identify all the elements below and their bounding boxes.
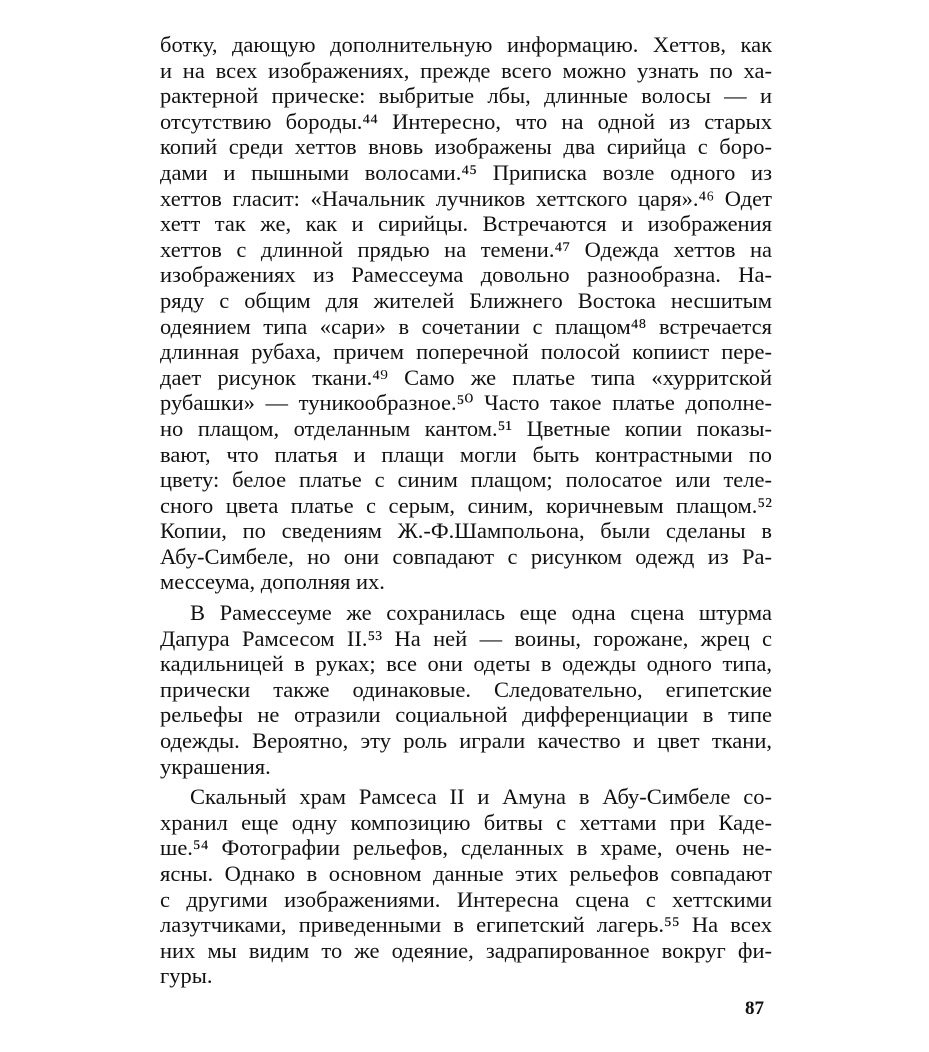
text-line: одежды. Вероятно, эту роль играли качество и цвет ткани,: [160, 728, 772, 754]
text-line: украшения.: [160, 753, 271, 779]
text-line: кадильницей в руках; все они одеты в одежды одного типа,: [160, 651, 772, 677]
text-line: одеянием типа «сари» в сочетании с плащом⁴⁸ встречается: [160, 313, 772, 339]
text-line: гуры.: [160, 963, 213, 989]
text-line: цвету: белое платье с синим плащом; полосатое или теле-: [160, 467, 772, 493]
text-line: хеттов с длинной прядью на темени.⁴⁷ Одежда хеттов на: [160, 236, 772, 262]
text-line: Абу-Симбеле, но они совпадают с рисунком одежд из Ра-: [160, 543, 772, 569]
text-line: и на всех изображениях, прежде всего можно узнать по ха-: [160, 57, 772, 83]
text-line: но плащом, отделанным кантом.⁵¹ Цветные копии показы-: [160, 415, 772, 441]
text-line: копий среди хеттов вновь изображены два сирийца с боро-: [160, 134, 772, 160]
text-line: мессеума, дополняя их.: [160, 569, 385, 595]
text-line: прически также одинаковые. Следовательно, египетские: [160, 676, 772, 702]
text-line: хранил еще одну композицию битвы с хеттами при Каде-: [160, 809, 772, 835]
text-line: ше.⁵⁴ Фотографии рельефов, сделанных в храме, очень не-: [160, 835, 772, 861]
text-line: ботку, дающую дополнительную информацию. Хеттов, как: [160, 32, 772, 57]
text-line: рельефы не отразили социальной дифференциации в типе: [160, 702, 772, 728]
text-line: ясны. Однако в основном данные этих рельефов совпадают: [160, 861, 772, 886]
text-line: дами и пышными волосами.⁴⁵ Приписка возле одного из: [160, 159, 772, 185]
text-line: рубашки» — туникообразное.⁵⁰ Часто такое платье дополне-: [160, 390, 772, 416]
text-line: хеттов гласит: «Начальник лучников хеттского царя».⁴⁶ Одет: [160, 185, 772, 211]
text-line: Дапура Рамсесом II.⁵³ На ней — воины, горожане, жрец с: [160, 625, 772, 651]
text-line: них мы видим то же одеяние, задрапированное вокруг фи-: [160, 937, 772, 963]
text-line: Скальный храм Рамсеса II и Амуна в Абу-Симбеле со-: [190, 784, 772, 810]
text-line: дает рисунок ткани.⁴⁹ Само же платье типа «хурритской: [160, 364, 772, 390]
text-line: отсутствию бороды.⁴⁴ Интересно, что на одной из старых: [160, 108, 772, 134]
text-line: В Рамессеуме же сохранилась еще одна сцена штурма: [190, 600, 772, 626]
paragraph: [160, 784, 772, 989]
text-line: лазутчиками, приведенными в египетский лагерь.⁵⁵ На всех: [160, 912, 772, 938]
text-line: рактерной прическе: выбритые лбы, длинные волосы — и: [160, 83, 772, 109]
text-line: хетт так же, как и сирийцы. Встречаются и изображения: [160, 211, 772, 237]
text-line: с другими изображениями. Интересна сцена с хеттскими: [160, 886, 772, 912]
text-line: Копии, по сведениям Ж.-Ф.Шампольона, были сделаны в: [160, 518, 772, 544]
text-line: изображениях из Рамессеума довольно разнообразна. На-: [160, 262, 772, 288]
text-line: ряду с общим для жителей Ближнего Востока несшитым: [160, 287, 772, 313]
paragraph: [160, 600, 772, 779]
body-text: [160, 32, 772, 989]
page-number: 87: [745, 998, 764, 1019]
paragraph: [160, 32, 772, 595]
text-line: сного цвета платье с серым, синим, коричневым плащом.⁵²: [160, 492, 772, 518]
text-line: длинная рубаха, причем поперечной полосой копиист пере-: [160, 339, 772, 365]
text-line: вают, что платья и плащи могли быть контрастными по: [160, 441, 772, 467]
